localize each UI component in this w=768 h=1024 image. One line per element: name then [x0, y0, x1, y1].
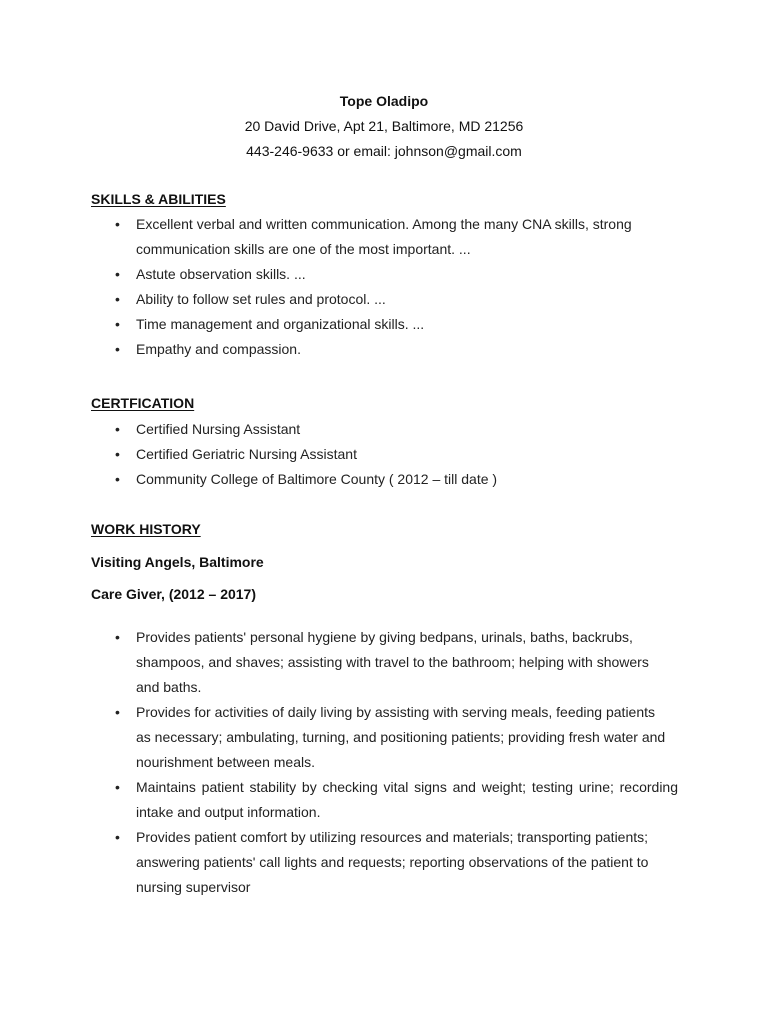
skills-heading: SKILLS & ABILITIES	[91, 191, 226, 207]
skills-list	[0, 212, 640, 362]
list-item	[0, 700, 668, 775]
bullet-icon: •	[115, 266, 120, 282]
address-line: 20 David Drive, Apt 21, Baltimore, MD 21256	[244, 118, 524, 134]
certification-list	[0, 417, 640, 492]
list-item	[0, 312, 640, 337]
certification-heading: CERTFICATION	[91, 395, 195, 411]
list-item	[0, 775, 678, 825]
certification-text: Certified Nursing Assistant	[136, 421, 301, 437]
list-item	[0, 467, 640, 492]
list-item	[0, 417, 640, 442]
list-item	[0, 262, 640, 287]
skill-text: Empathy and compassion.	[136, 341, 301, 357]
bullet-icon: •	[115, 316, 120, 332]
bullet-icon: •	[115, 446, 120, 462]
duty-text: Maintains patient stability by checking vital signs and weight; testing urine; recording intake and output information.	[136, 779, 678, 820]
skill-text: Astute observation skills. ...	[136, 266, 306, 282]
certification-text: Community College of Baltimore County ( 2012 – till date )	[136, 471, 498, 487]
skill-text: Time management and organizational skills. ...	[136, 316, 425, 332]
bullet-icon: •	[115, 779, 120, 795]
duty-text: Provides patient comfort by utilizing resources and materials; transporting patients; answering patients' call lights and requests; reporting observations of the patient to nursing supervisor	[136, 829, 649, 895]
skill-text: Ability to follow set rules and protocol. ...	[136, 291, 386, 307]
bullet-icon: •	[115, 421, 120, 437]
list-item	[0, 337, 640, 362]
bullet-icon: •	[115, 216, 120, 232]
bullet-icon: •	[115, 629, 120, 645]
list-item	[0, 442, 640, 467]
job-role: Care Giver, (2012 – 2017)	[91, 586, 257, 602]
resume-header	[0, 89, 768, 164]
bullet-icon: •	[115, 829, 120, 845]
contact-line: 443-246-9633 or email: johnson@gmail.com	[246, 143, 522, 159]
skill-text: Excellent verbal and written communication. Among the many CNA skills, strong communication skills are one of the most important. ...	[136, 216, 632, 257]
bullet-icon: •	[115, 341, 120, 357]
list-item	[0, 825, 650, 900]
list-item	[0, 212, 640, 262]
candidate-name: Tope Oladipo	[339, 93, 429, 109]
employer-name: Visiting Angels, Baltimore	[91, 554, 264, 570]
duty-text: Provides patients' personal hygiene by giving bedpans, urinals, baths, backrubs, shampoos, and shaves; assisting with travel to the bathroom; helping with showers and baths.	[136, 629, 649, 695]
work-duties-list	[0, 625, 678, 900]
work-history-heading: WORK HISTORY	[91, 521, 201, 537]
bullet-icon: •	[115, 471, 120, 487]
list-item	[0, 625, 668, 700]
bullet-icon: •	[115, 704, 120, 720]
duty-text: Provides for activities of daily living by assisting with serving meals, feeding patients as necessary; ambulating, turning, and positioning patients; providing fresh water and nourishment between meals.	[136, 704, 666, 770]
list-item	[0, 287, 640, 312]
bullet-icon: •	[115, 291, 120, 307]
certification-text: Certified Geriatric Nursing Assistant	[136, 446, 357, 462]
